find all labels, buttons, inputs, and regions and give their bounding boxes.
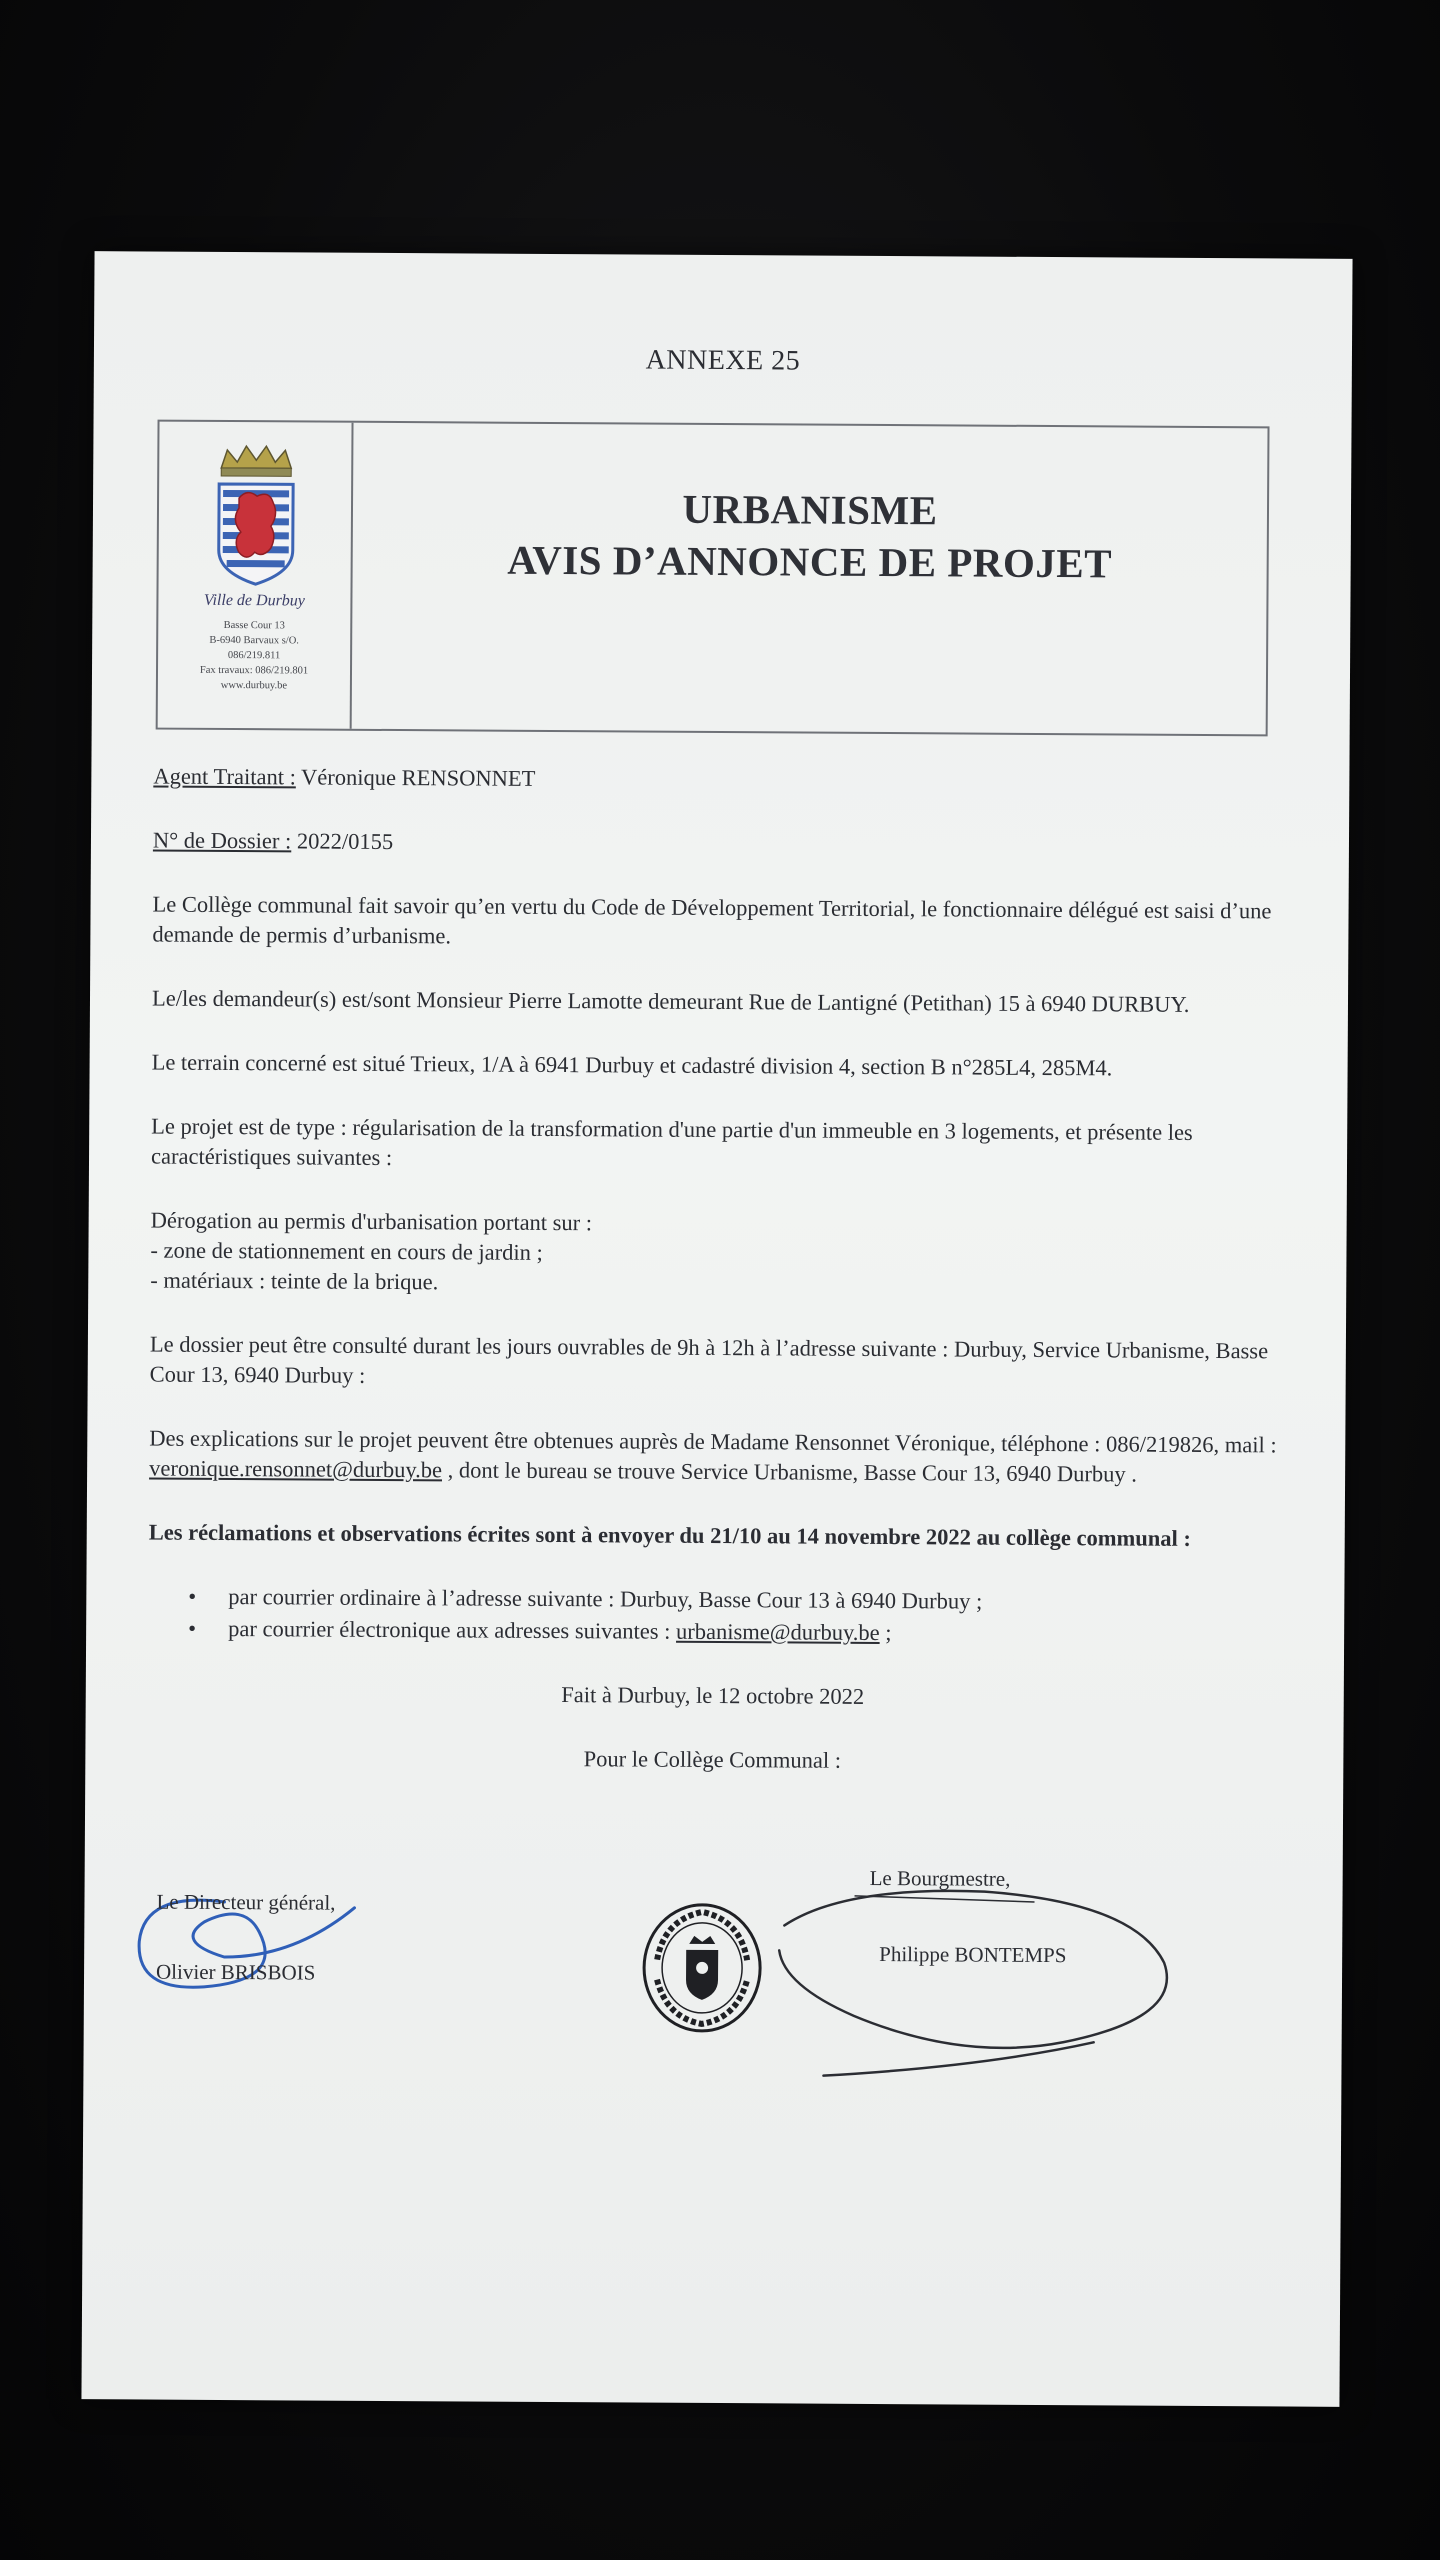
- annexe-label: ANNEXE 25: [645, 344, 801, 377]
- bullet-icon: •: [188, 1615, 197, 1641]
- paragraph-applicant: Le/les demandeur(s) est/sont Monsieur Pierre Lamotte demeurant Rue de Lantigné (Petithan) 15 à 6940 DURBUY.: [151, 985, 1190, 1017]
- page-title: URBANISME: [682, 485, 938, 534]
- agent-label: Agent Traitant :: [153, 763, 296, 790]
- bullet-email-end: ;: [879, 1619, 892, 1646]
- signature-area: [83, 1861, 1342, 2089]
- municipal-seal-icon: [639, 1900, 766, 2037]
- explanations-text: Des explications sur le projet peuvent être obtenues auprès de Madame Rensonnet Véronique, téléphone : 086/219826, mail :: [149, 1425, 1277, 1458]
- city-fax: Fax travaux: 086/219.801: [199, 664, 309, 677]
- dossier-label: N° de Dossier :: [152, 827, 292, 854]
- director-name: Olivier BRISBOIS: [155, 1959, 316, 1985]
- city-contact-info: [158, 618, 350, 694]
- paragraph-consultation: Le dossier peut être consulté durant les jours ouvrables de 9h à 12h à l’adresse suivante : Durbuy, Service Urbanisme, Basse Cour 13, 6940 Durbuy :: [149, 1331, 1269, 1388]
- city-name: Ville de Durbuy: [203, 591, 305, 610]
- dossier-line: [153, 826, 1283, 863]
- paragraph-derogation: [150, 1206, 1281, 1303]
- mayor-title: Le Bourgmestre,: [869, 1865, 1011, 1891]
- explanations-office: , dont le bureau se trouve Service Urbanisme, Basse Cour 13, 6940 Durbuy .: [441, 1457, 1137, 1487]
- paragraph-land: Le terrain concerné est situé Trieux, 1/A à 6941 Durbuy et cadastré division 4, section B n°285L4, 285M4.: [151, 1049, 1113, 1081]
- agent-email-link[interactable]: veronique.rensonnet@durbuy.be: [149, 1455, 443, 1483]
- paragraph-complaints: Les réclamations et observations écrites sont à envoyer du 21/10 au 14 novembre 2022 au collège communal :: [148, 1519, 1191, 1551]
- paragraph-project-type: Le projet est de type : régularisation de la transformation d'une partie d'un immeuble en 3 logements, et présente les caractéristiques suivantes :: [150, 1113, 1193, 1171]
- page-subtitle: AVIS D’ANNONCE DE PROJET: [507, 536, 1113, 587]
- place-date: Fait à Durbuy, le 12 octobre 2022: [561, 1682, 865, 1709]
- coat-of-arms-icon: [213, 440, 300, 591]
- for-college: Pour le Collège Communal :: [583, 1746, 842, 1773]
- agent-value: Véronique RENSONNET: [295, 764, 536, 791]
- bullet-mail-text: par courrier ordinaire à l’adresse suivante : Durbuy, Basse Cour 13 à 6940 Durbuy ;: [228, 1584, 983, 1614]
- bullet-email-text: par courrier électronique aux adresses suivantes :: [228, 1616, 677, 1644]
- document-page: [81, 251, 1352, 2407]
- dossier-value: 2022/0155: [291, 828, 394, 855]
- paragraph-explanations: [149, 1424, 1279, 1491]
- list-item: [188, 1614, 1278, 1651]
- city-address: Basse Cour 13: [223, 619, 285, 632]
- director-title: Le Directeur général,: [156, 1889, 336, 1915]
- notice-body: [147, 762, 1283, 1813]
- list-item: [188, 1582, 1278, 1619]
- city-postcode: B-6940 Barvaux s/O.: [209, 634, 299, 647]
- derogation-materials: - matériaux : teinte de la brique.: [150, 1267, 439, 1295]
- city-phone: 086/219.811: [227, 649, 281, 662]
- agent-line: [153, 762, 1283, 799]
- paragraph-intro: Le Collège communal fait savoir qu’en vertu du Code de Développement Territorial, le fonctionnaire délégué est saisi d’une demande de permis d’urbanisme.: [152, 891, 1272, 949]
- title-panel: [352, 423, 1268, 735]
- derogation-parking: - zone de stationnement en cours de jardin ;: [150, 1237, 543, 1265]
- city-logo-panel: [158, 422, 354, 729]
- city-website: www.durbuy.be: [220, 679, 288, 692]
- complaint-methods-list: [148, 1582, 1278, 1651]
- urbanisme-email-link[interactable]: urbanisme@durbuy.be: [676, 1618, 880, 1645]
- bullet-icon: •: [188, 1583, 197, 1609]
- derogation-line: Dérogation au permis d'urbanisation portant sur :: [150, 1207, 593, 1236]
- header-box: [156, 420, 1270, 737]
- mayor-name: Philippe BONTEMPS: [879, 1942, 1067, 1968]
